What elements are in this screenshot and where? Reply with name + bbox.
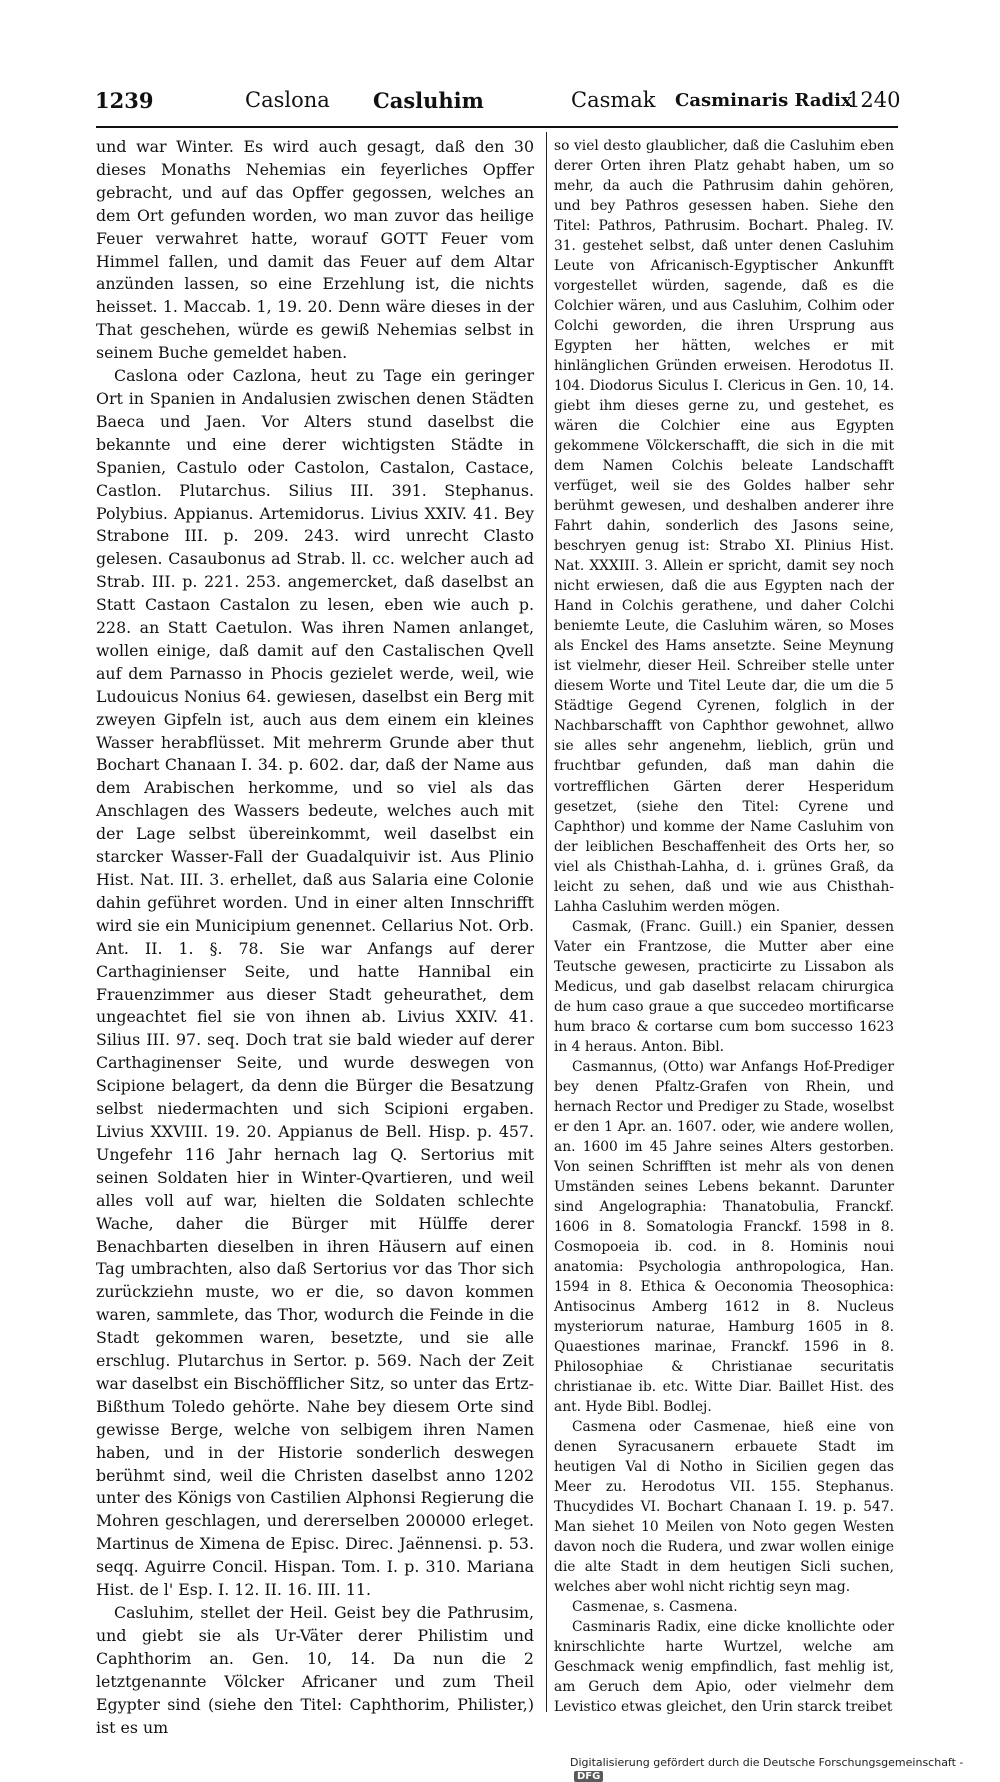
header-rule bbox=[96, 126, 898, 128]
right-paragraph-1: so viel desto glaublicher, daß die Casluhim eben derer Orten ihren Platz gehabt haben, um so mehr, da auch die Pathrusim dahin gehören, und bey Pathros gesessen haben. Siehe den Titel: Pathros, Pathrusim. Bochart. Phaleg. IV. 31. gestehet selbst, daß unter denen Casluhim Leute von Africanisch-Egyptischer Ankunfft vorgestellet würden, sagende, daß es die Colchier wären, und aus Casluhim, Colhim oder Colchi geworden, die ihren Ursprung aus Egypten her hätten, welches er mit hinlänglichen Gründen erweisen. Herodotus II. 104. Diodorus Siculus I. Clericus in Gen. 10, 14. giebt ihm dieses gerne zu, und gestehet, es wären die Colchier eine aus Egypten gekommene Völckerschafft, die sich in die mit dem Namen Colchis beleate Landschafft verfüget, weil sie des Goldes halber sehr berühmt gewesen, und deshalben anderer ihre Fahrt dahin, sonderlich des Jasons seine, beschryen genug ist: Strabo XI. Plinius Hist. Nat. XXXIII. 3. Allein er spricht, damit sey noch nicht erwiesen, daß die aus Egypten nach der Hand in Colchis gerathene, und daher Colchi beniemte Leute, die Casluhim wären, so Moses als Enckel des Hams ansetzte. Seine Meynung ist vielmehr, dieser Heil. Schreiber stelle unter diesem Worte und Titel Leute dar, die um die 5 Städtige Gegend Cyrenen, folglich in der Nachbarschafft von Caphthor gewohnet, allwo sie alles sehr angenehm, lieblich, grün und fruchtbar gefunden, daß man dahin die vortrefflichen Gärten derer Hesperidum gesetzet, (siehe den Titel: Cyrene und Caphthor) und komme der Name Casluhim von der leiblichen Beschaffenheit des Orts her, so viel als Chisthah-Lahha, d. i. grünes Graß, da leicht zu sehen, daß und wie aus Chisthah-Lahha Casluhim werden mögen. bbox=[554, 138, 894, 915]
left-catchword-1: Caslona bbox=[245, 88, 330, 112]
entry-casluhim: Casluhim, stellet der Heil. Geist bey die Pathrusim, und giebt sie als Ur-Väter derer Philistim und Caphthorim an. Gen. 10, 14. Da nun die 2 letztgenannte Völcker Africaner und zum Theil Egypter sind (siehe den Titel: Caphthorim, Philister,) ist es um bbox=[96, 1603, 534, 1737]
right-catchword-2: Casminaris Radix bbox=[675, 90, 852, 111]
right-catchword-1: Casmak bbox=[571, 88, 656, 112]
entry-casmak: Casmak, (Franc. Guill.) ein Spanier, dessen Vater ein Frantzose, die Mutter aber eine Teutsche gewesen, practicirte zu Lissabon als Medicus, und gab daselbst relacam chirurgica de hum caso graue a que succedeo mortificarse hum braco & cortarse cum bom successo 1623 in 4 heraus. Anton. Bibl. bbox=[554, 918, 894, 1055]
entry-casmannus: Casmannus, (Otto) war Anfangs Hof-Prediger bey denen Pfaltz-Grafen von Rhein, und hernach Rector und Prediger zu Stade, woselbst er den 1 Apr. an. 1607. oder, wie andere wollen, an. 1600 im 45 Jahre seines Alters gestorben. Von seinen Schrifften ist mehr als von denen Umständen seines Lebens bekannt. Darunter sind Angelographia: Thanatobulia, Franckf. 1606 in 8. Somatologia Franckf. 1598 in 8. Cosmopoeia ib. cod. in 8. Hominis noui anatomia: Psychologia anthropologica, Han. 1594 in 8. Ethica & Oeconomia Theosophica: Antisocinus Amberg 1612 in 8. Nucleus mysteriorum naturae, Hamburg 1605 in 8. Quaestiones marinae, Franckf. 1596 in 8. Philosophiae & Christianae securitatis christianae ib. etc. Witte Diar. Baillet Hist. des ant. Hyde Bibl. Bodlej. bbox=[554, 1058, 894, 1415]
right-column bbox=[554, 136, 894, 1717]
dfg-logo: DFG bbox=[574, 1771, 603, 1782]
page-header bbox=[95, 88, 901, 122]
footer-text: Digitalisierung gefördert durch die Deutsche Forschungsgemeinschaft - bbox=[570, 1756, 964, 1769]
left-column bbox=[96, 136, 534, 1739]
right-page-number: 1240 bbox=[847, 88, 901, 112]
entry-casmenae: Casmenae, s. Casmena. bbox=[572, 1599, 738, 1616]
entry-casmena: Casmena oder Casmenae, hieß eine von denen Syracusanern erbauete Stadt im heutigen Val di Notho in Sicilien gegen das Meer zu. Herodotus VII. 155. Stephanus. Thucydides VI. Bochart Chanaan I. 19. p. 547. Man siehet 10 Meilen von Noto gegen Westen davon noch die Rudera, und zwar wollen einige die alte Stadt in dem heutigen Sicli suchen, welches aber wohl nicht richtig seyn mag. bbox=[554, 1419, 894, 1596]
entry-casminaris-radix: Casminaris Radix, eine dicke knollichte oder knirschlichte harte Wurtzel, welche am Geschmack wenig empfindlich, fast mehlig ist, am Geruch dem Apio, oder vielmehr dem Levistico etwas gleichet, den Urin starck treibet bbox=[554, 1619, 894, 1716]
entry-caslona: Caslona oder Cazlona, heut zu Tage ein geringer Ort in Spanien in Andalusien zwischen denen Städten Baeca und Jaen. Vor Alters stund daselbst die bekannte und eine derer wichtigsten Städte in Spanien, Castulo oder Castolon, Castalon, Castace, Castlon. Plutarchus. Silius III. 391. Stephanus. Polybius. Appianus. Artemidorus. Livius XXIV. 41. Bey Strabone III. p. 209. 243. wird unrecht Clasto gelesen. Casaubonus ad Strab. ll. cc. welcher auch ad Strab. III. p. 221. 253. angemercket, daß daselbst an Statt Castaon Castalon zu lesen, eben wie auch p. 228. an Statt Caetulon. Was ihren Namen anlanget, wollen einige, daß damit auf den Castalischen Qvell auf dem Parnasso in Phocis gezielet werde, weil, wie Ludouicus Nonius 64. gewiesen, daselbst ein Berg mit zweyen Gipfeln ist, auch aus dem einem ein kleines Wasser herabflüsset. Mit mehrerm Grunde aber thut Bochart Chanaan I. 34. p. 602. dar, daß der Name aus dem Arabischen herkomme, und so viel als das Anschlagen des Wassers bedeute, welches auch mit der Lage selbst übereinkommt, weil daselbst ein starcker Wasser-Fall der Guadalquivir ist. Aus Plinio Hist. Nat. III. 3. erhellet, daß aus Salaria eine Colonie dahin geführet worden. Und in einer alten Innschrifft wird sie ein Municipium genennet. Cellarius Not. Orb. Ant. II. 1. §. 78. Sie war Anfangs auf derer Carthaginienser Seite, und hatte Hannibal ein Frauenzimmer aus dieser Stadt geheurathet, dem ungeachtet fiel sie von ihnen ab. Livius XXIV. 41. Silius III. 97. seq. Doch trat sie bald wieder auf derer Carthaginenser Seite, und wurde deswegen von Scipione belagert, da denn die Bürger die Besatzung selbst niedermachten und sich Scipioni ergaben. Livius XXVIII. 19. 20. Appianus de Bell. Hisp. p. 457. Ungefehr 116 Jahr hernach lag Q. Sertorius mit seinen Soldaten hier in Winter-Qvartieren, und weil alles voll auf war, hielten die Soldaten schlechte Wache, daher die Bürger mit Hülffe derer Benachbarten dieselben in ihren Häusern auf einen Tag umbrachten, also daß Sertorius vor das Thor sich zurückziehn muste, wo er die, so davon kommen waren, sammlete, das Thor, wodurch die Feinde in die Stadt gekommen waren, besetzte, und sie alle erschlug. Plutarchus in Sertor. p. 569. Nach der Zeit war daselbst ein Bischöfflicher Sitz, so unter das Ertz-Bißthum Toledo gehörte. Nahe bey diesem Orte sind gewisse Berge, welche von selbigem ihren Namen haben, und in der Historie sonderlich deswegen berühmt sind, weil die Christen daselbst anno 1202 unter des Königs von Castilien Alphonsi Regierung die Mohren geschlagen, und dererselben 200000 erleget. Martinus de Ximena de Episc. Direc. Jaënnensi. p. 53. seqq. Aguirre Concil. Hispan. Tom. I. p. 310. Mariana Hist. de l' Esp. I. 12. II. 16. III. 11. bbox=[96, 366, 534, 1600]
left-page-number: 1239 bbox=[95, 88, 154, 113]
column-divider bbox=[546, 132, 547, 1712]
digitization-footer bbox=[570, 1756, 970, 1782]
left-catchword-2: Casluhim bbox=[373, 88, 484, 113]
left-paragraph-1: und war Winter. Es wird auch gesagt, daß den 30 dieses Monaths Nehemias ein feyerliches Opffer gebracht, und auf das Opffer gegossen, welches an dem Ort gefunden worden, wo man zuvor das heilige Feuer verwahret hatte, worauf GOTT Feuer vom Himmel fallen, und damit das Feuer auf dem Altar anzünden lassen, so eine Erzehlung ist, die nichts heisset. 1. Maccab. 1, 19. 20. Denn wäre dieses in der That geschehen, würde es gewiß Nehemias selbst in seinem Buche gemeldet haben. bbox=[96, 137, 534, 363]
